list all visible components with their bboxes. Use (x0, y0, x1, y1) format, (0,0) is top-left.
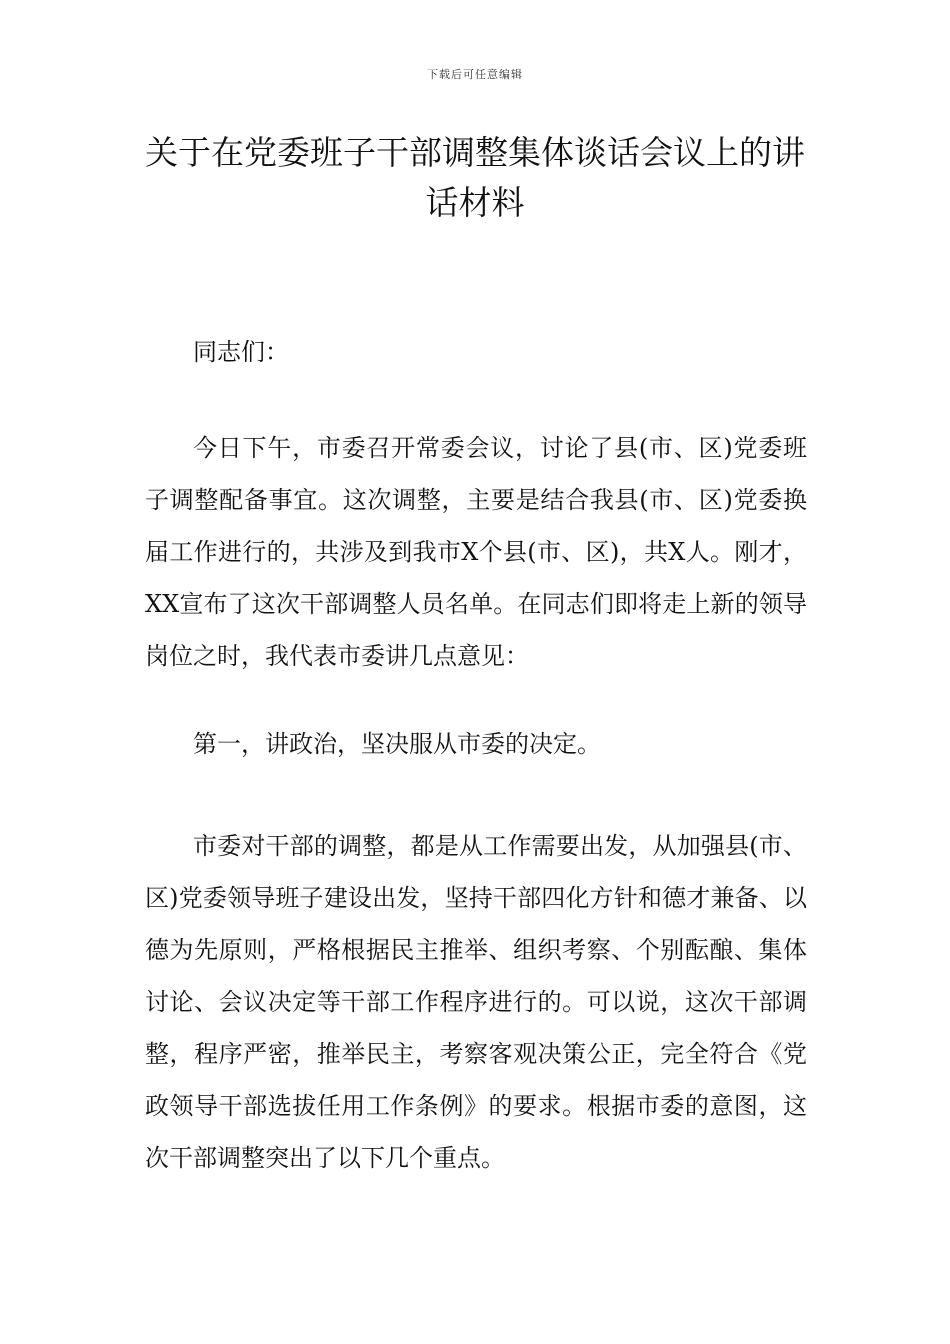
body-paragraph-2: 市委对干部的调整，都是从工作需要出发，从加强县(市、区)党委领导班子建设出发，坚持干部四化方针和德才兼备、以德为先原则，严格根据民主推举、组织考察、个别酝酿、集体讨论、会议决定等干部工作程序进行的。可以说，这次干部调整，程序严密，推举民主，考察客观决策公正，完全符合《党政领导干部选拔任用工作条例》的要求。根据市委的意图，这次干部调整突出了以下几个重点。 (145, 832, 807, 1172)
greeting-paragraph: 同志们： (193, 338, 289, 366)
section-heading-1: 第一，讲政治，坚决服从市委的决定。 (193, 730, 601, 758)
body-paragraph-1: 今日下午，市委召开常委会议，讨论了县(市、区)党委班子调整配备事宜。这次调整，主要是结合我县(市、区)党委换届工作进行的，共涉及到我市X个县(市、区)，共X人。刚才，XX宣布了这次干部调整人员名单。在同志们即将走上新的领导岗位之时，我代表市委讲几点意见： (145, 434, 807, 670)
page-header-note: 下载后可任意编辑 (427, 68, 523, 81)
document-title: 关于在党委班子干部调整集体谈话会议上的讲话材料 (145, 133, 805, 222)
